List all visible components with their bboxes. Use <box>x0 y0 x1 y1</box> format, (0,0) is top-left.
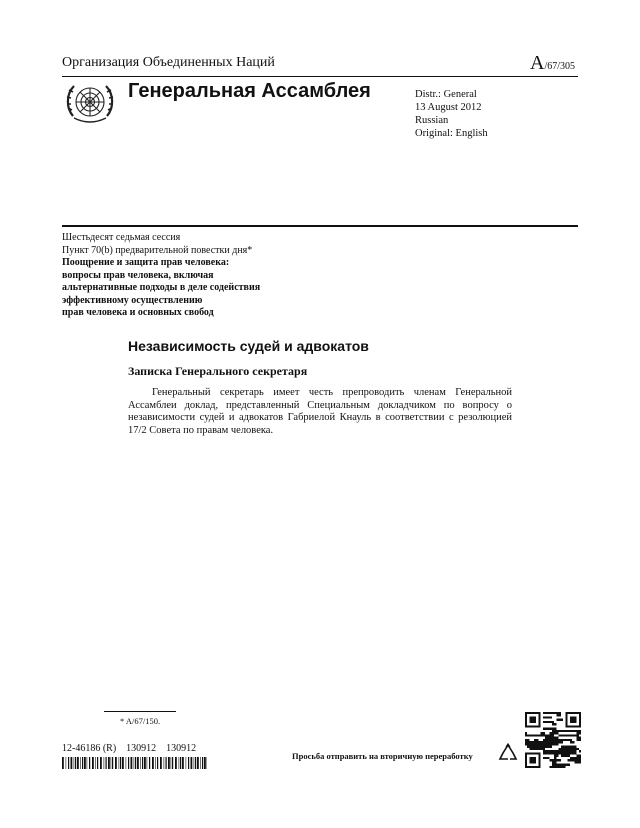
distribution-date: 13 August 2012 <box>415 102 482 113</box>
agenda-title-line: прав человека и основных свобод <box>62 307 214 318</box>
session-block <box>62 232 362 320</box>
section-rule <box>62 225 578 227</box>
agenda-item-line: Пункт 70(b) предварительной повестки дня* <box>62 244 253 256</box>
agenda-title-line: альтернативные подходы в деле содействия <box>62 282 261 293</box>
distribution-block <box>415 88 488 140</box>
recycle-notice: Просьба отправить на вторичную переработку <box>292 751 473 761</box>
session-line: Шестьдесят седьмая сессия <box>62 232 181 243</box>
footnote-rule <box>104 711 176 712</box>
distribution-original: Original: English <box>415 128 488 139</box>
distribution-line: Distr.: General <box>415 89 477 100</box>
document-title: Независимость судей и адвокатов <box>128 338 369 354</box>
agenda-title-line: эффективному осуществлению <box>62 294 203 306</box>
qr-code-icon <box>525 712 581 768</box>
recycle-icon <box>497 742 519 764</box>
document-subtitle: Записка Генерального секретаря <box>128 364 308 378</box>
document-symbol <box>530 52 575 75</box>
distribution-language: Russian <box>415 115 449 126</box>
job-number: 12-46186 (R) 130912 130912 <box>62 743 197 754</box>
footnote: * A/67/150. <box>120 716 161 726</box>
agenda-title-line: Поощрение и защита прав человека: <box>62 257 230 268</box>
un-emblem-icon <box>64 80 116 128</box>
body-paragraph: Генеральный секретарь имеет честь препроводить членам Генеральной Ассамблеи доклад, представленный Специальным докладчиком по вопросу о независимости судей и адвокатов Габриелой Кнауль в соответствии с резолюцией 17/2 Совета по правам человека. <box>128 387 512 436</box>
agenda-title-line: вопросы прав человека, включая <box>62 269 214 281</box>
assembly-title: Генеральная Ассамблея <box>128 80 371 102</box>
header-rule <box>62 76 578 77</box>
symbol-number: /67/305 <box>544 61 576 72</box>
symbol-letter: A <box>530 52 545 74</box>
organization-name: Организация Объединенных Наций <box>62 55 275 70</box>
barcode-icon <box>62 757 207 769</box>
